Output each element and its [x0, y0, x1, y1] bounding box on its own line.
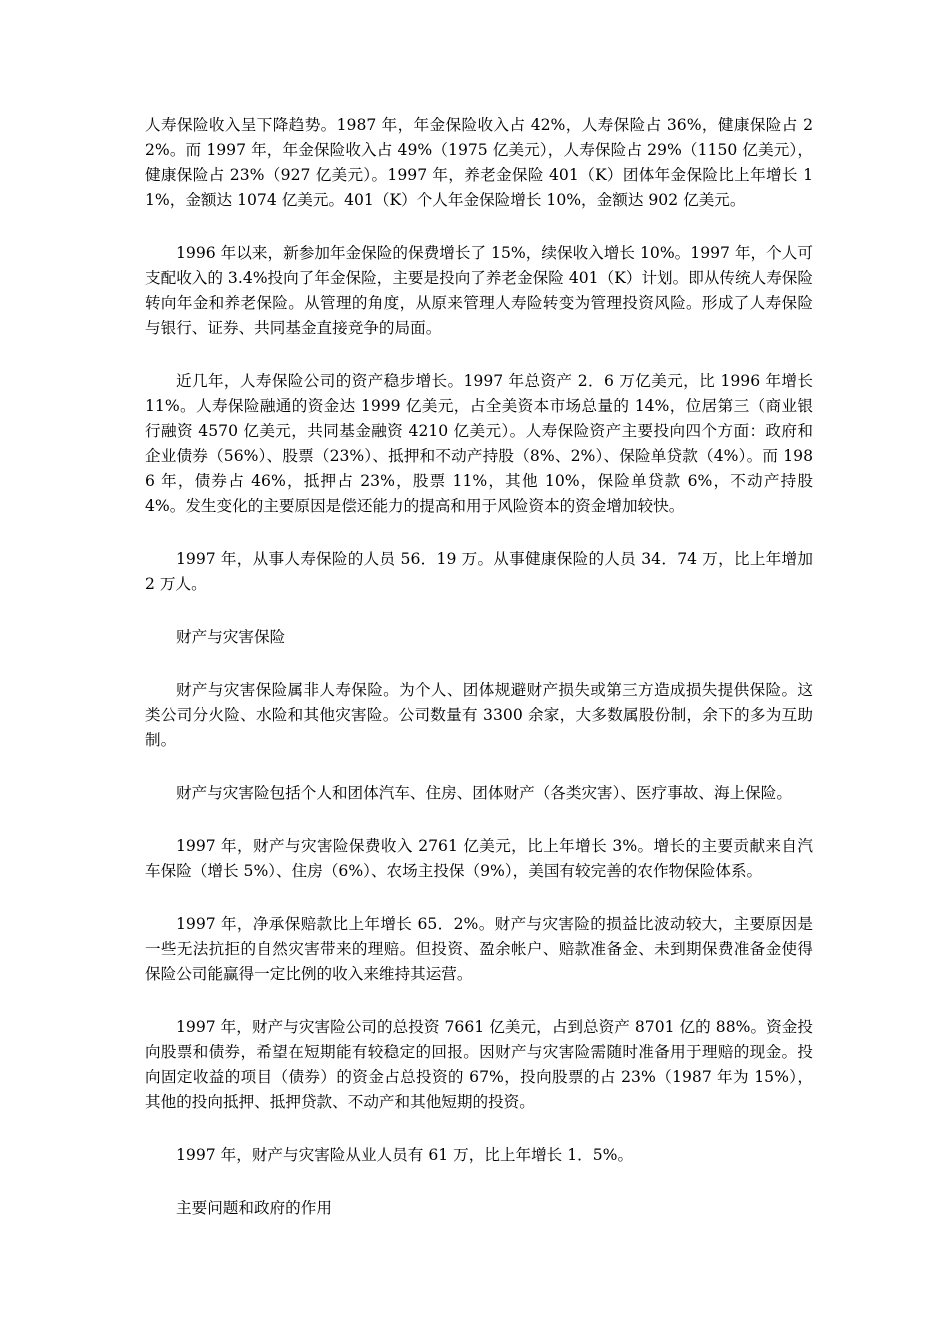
- section-heading-problems-government: 主要问题和政府的作用: [176, 1199, 332, 1217]
- paragraph-property-casualty-definition: 财产与灾害保险属非人寿保险。为个人、团体规避财产损失或第三方造成损失提供保险。这类公司分火险、水险和其他灾害险。公司数量有 3300 余家，大多数属股份制，余下的多为互助制。: [145, 681, 813, 749]
- paragraph-property-casualty-investment: 1997 年，财产与灾害险公司的总投资 7661 亿美元，占到总资产 8701 亿的 88%。资金投向股票和债券，希望在短期能有较稳定的回报。因财产与灾害险需随时准备用于理赔的现金。投向固定收益的项目（债券）的资金占总投资的 67%，投向股票的占 23%（1987 年为 15%），其他的投向抵押、抵押贷款、不动产和其他短期的投资。: [145, 1018, 813, 1111]
- paragraph-life-insurance-income: 人寿保险收入呈下降趋势。1987 年，年金保险收入占 42%，人寿保险占 36%，健康保险占 22%。而 1997 年，年金保险收入占 49%（1975 亿美元），人寿保险占 29%（1150 亿美元），健康保险占 23%（927 亿美元）。1997 年，养老金保险 401（K）团体年金保险比上年增长 11%，金额达 1074 亿美元。401（K）个人年金保险增长 10%，金额达 902 亿美元。: [145, 116, 813, 209]
- paragraph-annuity-growth: 1996 年以来，新参加年金保险的保费增长了 15%，续保收入增长 10%。1997 年，个人可支配收入的 3.4%投向了年金保险，主要是投向了养老金保险 401（K）计划。即从传统人寿保险转向年金和养老保险。从管理的角度，从原来管理人寿险转变为管理投资风险。形成了人寿保险与银行、证券、共同基金直接竞争的局面。: [145, 244, 813, 337]
- section-heading-property-casualty: 财产与灾害保险: [176, 628, 286, 646]
- paragraph-net-claims: 1997 年，净承保赔款比上年增长 65．2%。财产与灾害险的损益比波动较大，主要原因是一些无法抗拒的自然灾害带来的理赔。但投资、盈余帐户、赔款准备金、未到期保费准备金使得保险公司能赢得一定比例的收入来维持其运营。: [145, 915, 813, 983]
- paragraph-property-casualty-premiums: 1997 年，财产与灾害险保费收入 2761 亿美元，比上年增长 3%。增长的主要贡献来自汽车保险（增长 5%）、住房（6%）、农场主投保（9%），美国有较完善的农作物保险体系。: [145, 837, 813, 880]
- paragraph-life-insurance-staff: 1997 年，从事人寿保险的人员 56．19 万。从事健康保险的人员 34．74 万，比上年增加 2 万人。: [145, 550, 813, 593]
- paragraph-property-casualty-scope: 财产与灾害险包括个人和团体汽车、住房、团体财产（各类灾害）、医疗事故、海上保险。: [176, 784, 792, 802]
- paragraph-life-insurance-assets: 近几年，人寿保险公司的资产稳步增长。1997 年总资产 2．6 万亿美元，比 1996 年增长 11%。人寿保险融通的资金达 1999 亿美元，占全美资本市场总量的 14%，位居第三（商业银行融资 4570 亿美元，共同基金融资 4210 亿美元）。人寿保险资产主要投向四个方面：政府和企业债券（56%）、股票（23%）、抵押和不动产持股（8%、2%）、保险单贷款（4%）。而 1986 年，债券占 46%，抵押占 23%，股票 11%，其他 10%，保险单贷款 6%，不动产持股 4%。发生变化的主要原因是偿还能力的提高和用于风险资本的资金增加较快。: [145, 372, 813, 515]
- document-page: [145, 113, 813, 1249]
- paragraph-property-casualty-staff: 1997 年，财产与灾害险从业人员有 61 万，比上年增长 1．5%。: [176, 1146, 634, 1164]
